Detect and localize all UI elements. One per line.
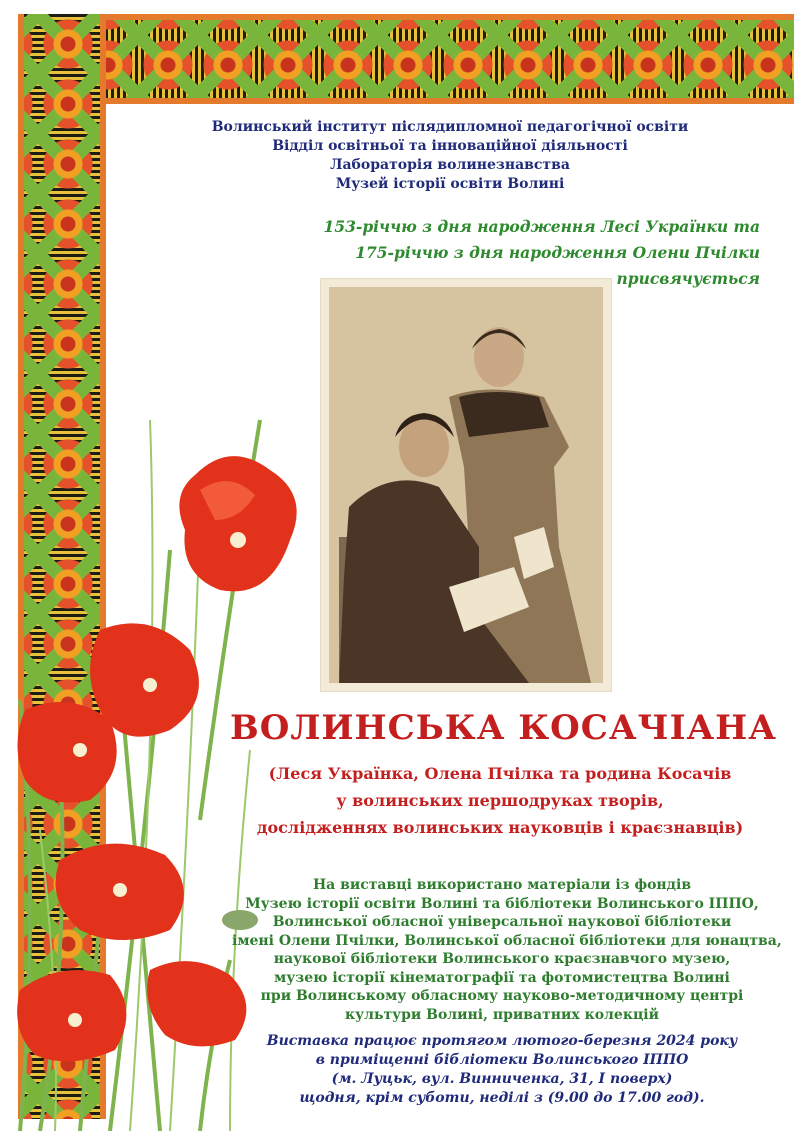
materials-line: культури Волині, приватних колекцій [345,1006,659,1023]
photo-image [329,287,603,683]
materials-line: імені Олени Пчілки, Волинської обласної бібліотеки для юнацтва, [232,932,782,949]
subtitle-line: (Леся Українка, Олена Пчілка та родина Косачів [268,764,732,783]
schedule-line: Виставка працює протягом лютого-березня 2024 року [266,1033,738,1049]
materials-line: На виставці використано матеріали із фондів [312,877,692,893]
schedule-line: (м. Луцьк, вул. Винниченка, 31, І поверх) [331,1071,673,1087]
subtitle-line: у волинських першодруках творів, [336,791,664,810]
subtitle-line: дослідженнях волинських науковців і краєзнавців) [256,818,744,837]
exhibition-schedule [262,1032,742,1108]
header-line: Волинський інститут післядипломної педагогічної освіти [211,119,689,135]
exhibition-title: ВОЛИНСЬКА КОСАЧІАНА [230,708,777,748]
institution-header [140,118,760,194]
exhibition-subtitle [240,760,760,841]
materials-line: Волинської обласної універсальної наукової бібліотеки [272,914,732,930]
dedication-line: 175-річчю з дня народження Олени Пчілки [355,243,760,262]
materials-sources [232,876,782,1024]
header-line: Лабораторія волинезнавства [330,157,570,173]
materials-line: наукової бібліотеки Волинського краєзнавчого музею, [273,951,731,967]
schedule-line: щодня, крім суботи, неділі з (9.00 до 17.00 год). [299,1090,705,1106]
header-line: Відділ освітньої та інноваційної діяльності [272,138,628,154]
dedication-line: присвячується [616,269,760,288]
embroidery-border-top [18,14,794,104]
dedication-line: 153-річчю з дня народження Лесі Українки та [323,217,760,236]
sepia-portrait-icon [329,287,603,683]
materials-line: при Волинському обласному науково-методичному центрі [260,988,744,1004]
materials-line: Музею історії освіти Волині та бібліотеки Волинського ІППО, [245,895,759,912]
header-line: Музей історії освіти Волині [335,176,565,192]
materials-line: музею історії кінематографії та фотомистецтва Волині [274,969,730,986]
portrait-photo [321,279,611,691]
schedule-line: в приміщенні бібліотеки Волинського ІППО [315,1052,689,1068]
